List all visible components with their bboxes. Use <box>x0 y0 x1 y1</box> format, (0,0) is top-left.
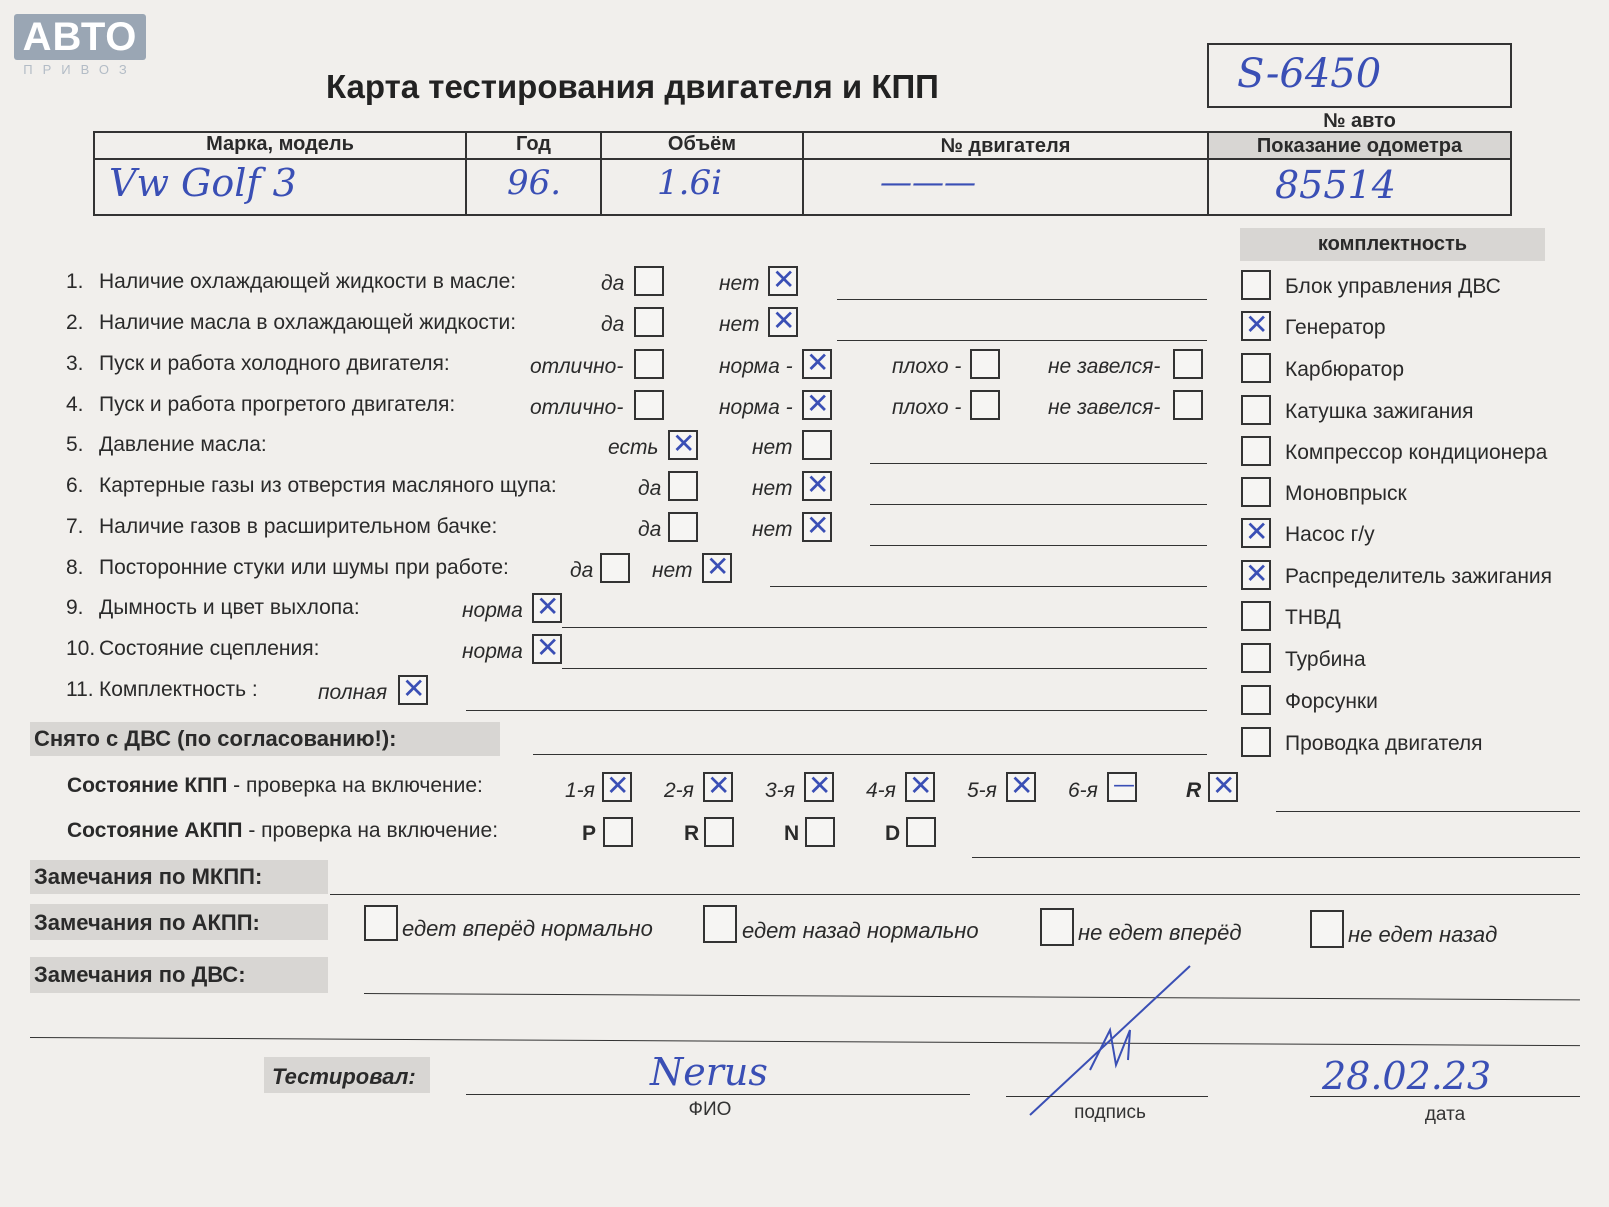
gear-checkbox[interactable] <box>1107 772 1137 802</box>
option-no: нет <box>719 313 760 336</box>
logo <box>14 14 146 78</box>
akpp-checkbox[interactable] <box>906 817 936 847</box>
akpp-position-label: D <box>885 822 901 845</box>
complectness-checkbox[interactable] <box>1241 685 1271 715</box>
option-no: нет <box>752 477 793 500</box>
complectness-checkbox[interactable] <box>1241 436 1271 466</box>
checkbox-no[interactable] <box>802 430 832 460</box>
signature-label: подпись <box>1074 1102 1146 1123</box>
kpp-label <box>67 774 483 798</box>
auto-number-value: S-6450 <box>1237 51 1382 97</box>
gear-label: R <box>1186 779 1202 802</box>
complectness-checkbox[interactable] <box>1241 270 1271 300</box>
complectness-item: Компрессор кондиционера <box>1285 441 1548 464</box>
complectness-checkbox[interactable] <box>1241 601 1271 631</box>
question-text: Комплектность : <box>99 678 258 701</box>
option-bad: плохо - <box>892 396 962 419</box>
akpp-label-bold: Состояние АКПП <box>67 819 243 842</box>
question-text: Давление масла: <box>99 433 267 456</box>
question-number: 2. <box>66 311 84 334</box>
date-label: дата <box>1424 1104 1466 1125</box>
remarks-dvs-label: Замечания по ДВС: <box>34 962 246 987</box>
auto-number-label: № авто <box>1323 110 1396 132</box>
complectness-item: Турбина <box>1285 648 1366 671</box>
remarks-mkpp-label: Замечания по МКПП: <box>34 864 263 889</box>
tested-label: Тестировал: <box>272 1064 416 1089</box>
gear-checkbox[interactable] <box>703 769 733 802</box>
checkbox-yes[interactable] <box>668 512 698 542</box>
check-mark: ✕ <box>1212 769 1236 802</box>
question-text: Пуск и работа прогретого двигателя: <box>99 393 456 416</box>
complectness-title: комплектность <box>1317 233 1468 255</box>
logo-top: АВТО <box>14 14 146 60</box>
akpp-option-label: не едет назад <box>1348 922 1498 947</box>
checkbox-normal[interactable] <box>802 387 832 420</box>
complectness-checkbox[interactable] <box>1241 477 1271 507</box>
akpp-checkbox[interactable] <box>805 817 835 847</box>
gear-label: 1-я <box>565 779 595 802</box>
col-model: Марка, модель <box>206 133 354 155</box>
complectness-checkbox[interactable] <box>1241 643 1271 673</box>
option-bad: плохо - <box>892 355 962 378</box>
question-number: 5. <box>66 433 84 456</box>
question-number: 6. <box>66 474 84 497</box>
question-text: Наличие газов в расширительном бачке: <box>99 515 498 538</box>
complectness-item: ТНВД <box>1285 606 1341 629</box>
check-mark: ✕ <box>808 769 832 802</box>
tester-name: Nerus <box>650 1050 768 1094</box>
question-text: Наличие масла в охлаждающей жидкости: <box>99 311 517 334</box>
option-no: нет <box>752 436 793 459</box>
check-mark: ✕ <box>1245 308 1269 341</box>
checkbox-normal[interactable] <box>802 346 832 379</box>
question-text: Посторонние стуки или шумы при работе: <box>99 556 509 579</box>
akpp-position-label: N <box>784 822 800 845</box>
question-number: 4. <box>66 393 84 416</box>
check-mark: ✕ <box>806 346 830 379</box>
vehicle-table <box>93 131 1512 216</box>
option-no: нет <box>752 518 793 541</box>
checkbox-no[interactable] <box>768 263 798 296</box>
complectness-item: Карбюратор <box>1285 358 1405 381</box>
checkbox-is[interactable] <box>668 427 698 460</box>
check-mark: ✕ <box>772 304 796 337</box>
val-odometer: 85514 <box>1275 163 1396 207</box>
check-mark: ✕ <box>707 769 731 802</box>
checkbox-bad[interactable] <box>970 349 1000 379</box>
check-mark: ✕ <box>806 509 830 542</box>
auto-number-box <box>1207 43 1512 108</box>
checkbox-yes[interactable] <box>634 266 664 296</box>
checkbox-not-started[interactable] <box>1173 390 1203 420</box>
question-number: 7. <box>66 515 84 538</box>
akpp-option-checkbox[interactable] <box>1310 910 1344 948</box>
option-yes: да <box>601 313 625 336</box>
test-date: 28.02.23 <box>1322 1054 1492 1098</box>
option-yes: да <box>601 272 625 295</box>
check-mark: ✕ <box>706 550 730 583</box>
val-model: Vw Golf 3 <box>109 161 297 205</box>
gear-checkbox[interactable] <box>602 769 632 802</box>
akpp-label-rest: - проверка на включение: <box>242 819 499 842</box>
check-mark: ✕ <box>402 672 426 705</box>
option-no: нет <box>719 272 760 295</box>
complectness-item: Насос г/у <box>1285 523 1375 546</box>
checkbox-no[interactable] <box>802 468 832 501</box>
complectness-checkbox[interactable] <box>1241 515 1271 548</box>
option-is: есть <box>608 436 659 459</box>
col-volume: Объём <box>667 133 737 155</box>
check-mark: ✕ <box>772 263 796 296</box>
page-title: Карта тестирования двигателя и КПП <box>326 68 939 105</box>
option-no: нет <box>652 559 693 582</box>
checkbox-not-started[interactable] <box>1173 349 1203 379</box>
akpp-option-checkbox[interactable] <box>364 905 398 941</box>
col-odometer: Показание одометра <box>1256 135 1463 157</box>
akpp-option-label: едет назад нормально <box>742 918 979 943</box>
question-text: Наличие охлаждающей жидкости в масле: <box>99 270 517 293</box>
gear-label: 2-я <box>664 779 694 802</box>
check-mark: ✕ <box>606 769 630 802</box>
akpp-option-label: едет вперёд нормально <box>402 916 653 941</box>
option-norm: норма <box>462 599 523 622</box>
checkbox-no[interactable] <box>802 509 832 542</box>
option-yes: да <box>638 518 662 541</box>
check-mark: ✕ <box>1010 769 1034 802</box>
removed-label: Снято с ДВС (по согласованию!): <box>34 726 397 751</box>
gear-checkbox[interactable] <box>1208 769 1238 802</box>
question-text: Состояние сцепления: <box>99 637 320 660</box>
complectness-item: Генератор <box>1285 316 1386 339</box>
question-number: 10. <box>66 637 96 660</box>
question-number: 11. <box>66 678 94 701</box>
option-yes: да <box>570 559 594 582</box>
gear-checkbox[interactable] <box>905 769 935 802</box>
akpp-checkbox[interactable] <box>704 817 734 847</box>
complectness-checkbox[interactable] <box>1241 308 1271 341</box>
question-number: 1. <box>66 270 84 293</box>
check-mark: ✕ <box>672 427 696 460</box>
complectness-item: Форсунки <box>1285 690 1378 713</box>
question-text: Картерные газы из отверстия масляного щупа: <box>99 474 557 497</box>
gear-label: 6-я <box>1068 779 1098 802</box>
val-volume: 1.6i <box>657 163 722 203</box>
checkbox-no[interactable] <box>702 550 732 583</box>
check-mark: ✕ <box>1245 515 1269 548</box>
check-mark: ✕ <box>806 387 830 420</box>
checkbox-yes[interactable] <box>668 471 698 501</box>
logo-bottom: ПРИВОЗ <box>23 62 137 77</box>
complectness-item: Моновпрыск <box>1285 482 1407 505</box>
question-text: Пуск и работа холодного двигателя: <box>99 352 450 375</box>
complectness-item: Проводка двигателя <box>1285 732 1483 755</box>
gear-label: 3-я <box>765 779 795 802</box>
dash-mark: — <box>1113 773 1135 798</box>
check-mark: ✕ <box>536 590 560 623</box>
check-mark: ✕ <box>1245 557 1269 590</box>
complectness-item: Блок управления ДВС <box>1285 275 1501 298</box>
kpp-label-rest: - проверка на включение: <box>227 774 483 797</box>
akpp-position-label: R <box>684 822 700 845</box>
checkbox-norm[interactable] <box>532 590 562 623</box>
check-mark: ✕ <box>806 468 830 501</box>
gear-checkbox[interactable] <box>1006 769 1036 802</box>
question-number: 8. <box>66 556 84 579</box>
complectness-checkbox[interactable] <box>1241 353 1271 383</box>
remarks-akpp-label: Замечания по АКПП: <box>34 910 260 935</box>
option-normal: норма - <box>719 355 793 378</box>
complectness-checkbox[interactable] <box>1241 557 1271 590</box>
akpp-option-checkbox[interactable] <box>1040 908 1074 946</box>
fio-label: ФИО <box>688 1099 732 1120</box>
checkbox-yes[interactable] <box>634 307 664 337</box>
complectness-checkbox[interactable] <box>1241 727 1271 757</box>
complectness-checkbox[interactable] <box>1241 395 1271 425</box>
checkbox-yes[interactable] <box>600 553 630 583</box>
option-yes: да <box>638 477 662 500</box>
question-number: 3. <box>66 352 84 375</box>
complectness-item: Катушка зажигания <box>1285 400 1474 423</box>
option-not-started: не завелся- <box>1048 396 1161 419</box>
complectness-item: Распределитель зажигания <box>1285 565 1553 588</box>
check-mark: ✕ <box>909 769 933 802</box>
checkbox-excellent[interactable] <box>634 349 664 379</box>
val-engine: ——— <box>880 163 976 201</box>
akpp-label <box>67 819 498 843</box>
akpp-checkbox[interactable] <box>603 817 633 847</box>
checkbox-full[interactable] <box>398 672 428 705</box>
question-number: 9. <box>66 596 84 619</box>
question-text: Дымность и цвет выхлопа: <box>99 596 360 619</box>
akpp-option-checkbox[interactable] <box>703 905 737 943</box>
val-year: 96. <box>507 163 562 203</box>
kpp-label-bold: Состояние КПП <box>67 774 228 797</box>
option-norm: норма <box>462 640 523 663</box>
col-engine: № двигателя <box>940 135 1071 157</box>
checkbox-excellent[interactable] <box>634 390 664 420</box>
checkbox-no[interactable] <box>768 304 798 337</box>
option-not-started: не завелся- <box>1048 355 1161 378</box>
akpp-position-label: P <box>582 822 597 845</box>
akpp-option-label: не едет вперёд <box>1078 920 1242 945</box>
checkbox-norm[interactable] <box>532 631 562 664</box>
gear-label: 4-я <box>866 779 896 802</box>
gear-checkbox[interactable] <box>804 769 834 802</box>
option-excellent: отлично- <box>530 355 624 378</box>
col-year: Год <box>516 133 551 155</box>
gear-label: 5-я <box>967 779 997 802</box>
check-mark: ✕ <box>536 631 560 664</box>
option-normal: норма - <box>719 396 793 419</box>
option-full: полная <box>318 681 388 704</box>
checkbox-bad[interactable] <box>970 390 1000 420</box>
option-excellent: отлично- <box>530 396 624 419</box>
